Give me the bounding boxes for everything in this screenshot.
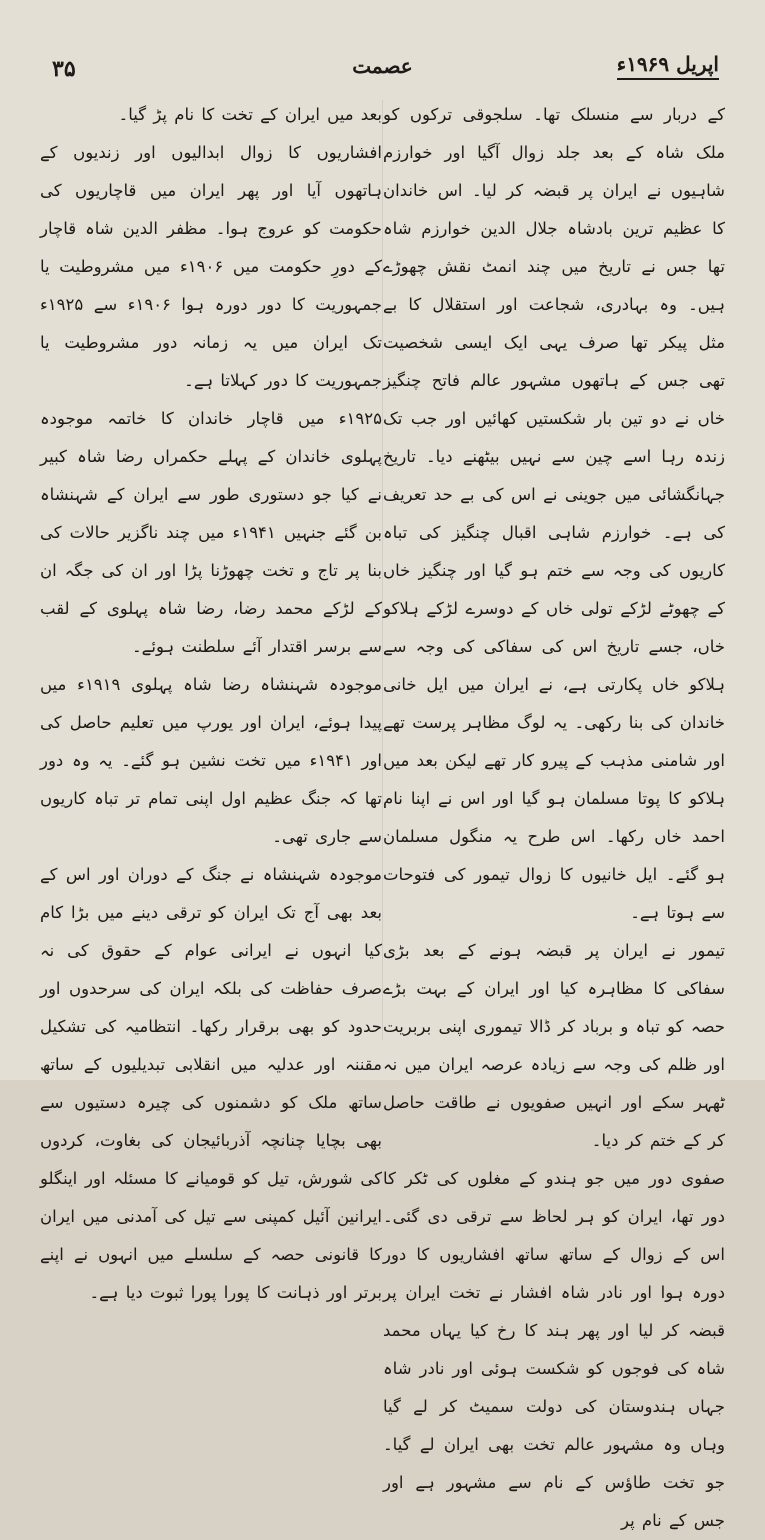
page-number: ۳۵ bbox=[52, 56, 76, 82]
right-column bbox=[383, 96, 725, 1530]
left-paragraph-1: بعد میں ایران کے تخت کا نام پڑ گیا۔ bbox=[118, 105, 382, 124]
right-paragraph-3: صفوی دور میں جو ہندو کے مغلوں کی ٹکر کا دور تھا، ایران کو ہر لحاظ سے ترقی دی گئی۔ اس کے زوال کے ساتھ ساتھ افشاریوں کا دور دورہ ہوا اور نادر شاہ افشار نے تخت ایران پر قبضہ کر لیا اور پھر ہند کا رخ کیا یہاں محمد شاہ کی فوجوں کو شکست ہوئی اور نادر شاہ جہاں ہندوستان کی دولت سمیٹ کر لے گیا وہاں وہ مشہور عالم تخت بھی ایران لے گیا۔ جو تخت طاؤس کے نام سے مشہور ہے اور جس کے نام پر bbox=[383, 1169, 725, 1530]
left-paragraph-4: موجودہ شہنشاہ رضا شاہ پہلوی ۱۹۱۹ء میں پیدا ہوئے، ایران اور یورپ میں تعلیم حاصل کی اور ۱۹۴۱ء میں تخت نشین ہو گئے۔ یہ وہ دور تھا کہ جنگ عظیم اول اپنی تمام تر تباہ کاریوں سے جاری تھی۔ bbox=[40, 675, 383, 846]
issue-date: اپریل ۱۹۶۹ء bbox=[617, 52, 719, 80]
left-paragraph-5: موجودہ شہنشاہ نے جنگ کے دوران اور اس کے بعد بھی آج تک ایران کو ترقی دینے میں بڑا کام کیا انہوں نے ایرانی عوام کے حقوق کی نہ صرف حفاظت کی بلکہ ایران کی سرحدوں اور حدود کو بھی برقرار رکھا۔ انتظامیہ کی تشکیل مقننہ اور عدلیہ میں انقلابی تبدیلیوں کے ساتھ ساتھ ملک کو دشمنوں کی چیرہ دستیوں سے بھی بچایا چنانچہ آذربائیجان کی بغاوت، کردوں کی شورش، تیل کو قومیانے کا مسئلہ اور اینگلو ایرانین آئیل کمپنی سے تیل کی آمدنی میں ایران کا قانونی حصہ کے سلسلے میں انہوں نے اپنے برتر اور ذہانت کا پورا پورا ثبوت دیا ہے۔ bbox=[40, 865, 382, 1302]
right-paragraph-1: کے دربار سے منسلک تھا۔ سلجوقی ترکوں کو ملک شاہ کے بعد جلد زوال آگیا اور خوارزم شاہیوں نے ایران پر قبضہ کر لیا۔ اس خاندان کا عظیم ترین بادشاہ جلال الدین خوارزم شاہ تھا جس نے تاریخ میں چند انمٹ نقش چھوڑے ہیں۔ وہ بہادری، شجاعت اور استقلال کا بے مثل پیکر تھا صرف یہی ایک ایسی شخصیت تھی جس کے ہاتھوں مشہور عالم فاتح چنگیز خاں نے دو تین بار شکستیں کھائیں اور جب تک زندہ رہا اسے چین سے نہیں بیٹھنے دیا۔ تاریخ جہانگشائی میں جوینی نے اس کی بے حد تعریف کی ہے۔ خوارزم شاہی اقبال چنگیز کی تباہ کاریوں کی وجہ سے ختم ہو گیا اور چنگیز خاں کے چھوٹے لڑکے تولی خاں کے دوسرے لڑکے ہلاکو خاں، جسے تاریخ اس کی سفاکی کی وجہ سے ہلاکو خاں پکارتی ہے، نے ایران میں ایل خانی خاندان کی بنا رکھی۔ یہ لوگ مظاہر پرست تھے اور شامنی مذہب کے پیرو کار تھے لیکن بعد میں ہلاکو کا پوتا مسلمان ہو گیا اور اس نے اپنا نام احمد خاں رکھا۔ اس طرح یہ منگول مسلمان ہو گئے۔ ایل خانیوں کا زوال تیمور کی فتوحات سے ہوتا ہے۔ bbox=[383, 105, 725, 922]
text-columns bbox=[40, 96, 725, 1530]
left-column bbox=[40, 96, 383, 1302]
left-paragraph-2: افشاریوں کا زوال ابدالیوں اور زندیوں کے ہاتھوں آیا اور پھر ایران میں قاچاریوں کی حکومت کو عروج ہوا۔ مظفر الدین شاہ قاچار کے دورِ حکومت میں ۱۹۰۶ء میں مشروطیت یا جمہوریت کا دور دورہ ہوا ۱۹۰۶ء سے ۱۹۲۵ء تک ایران میں یہ زمانہ دور مشروطیت یا جمہوریت کا دور کہلاتا ہے۔ bbox=[40, 143, 382, 390]
magazine-title: عصمت bbox=[352, 54, 413, 78]
right-paragraph-2: تیمور نے ایران پر قبضہ ہونے کے بعد بڑی سفاکی کا مظاہرہ کیا اور ایران کے بہت بڑے حصہ کو تباہ و برباد کر ڈالا تیموری اپنی بربریت اور ظلم کی وجہ سے زیادہ عرصہ ایران میں نہ ٹھہر سکے اور انہیں صفویوں نے طاقت حاصل کر کے ختم کر دیا۔ bbox=[383, 941, 725, 1150]
left-paragraph-3: ۱۹۲۵ء میں قاچار خاندان کا خاتمہ موجودہ پہلوی خاندان کے پہلے حکمراں رضا شاہ کبیر نے کیا جو دستوری طور سے ایران کے شہنشاہ بن گئے جنہیں ۱۹۴۱ء میں چند ناگزیر حالات کی بنا پر تاج و تخت چھوڑنا پڑا اور ان کی جگہ ان کے لڑکے محمد رضا، رضا شاہ پہلوی کے لقب سے برسر اقتدار آئے سلطنت ہوئے۔ bbox=[40, 409, 382, 656]
page-header bbox=[40, 48, 725, 88]
